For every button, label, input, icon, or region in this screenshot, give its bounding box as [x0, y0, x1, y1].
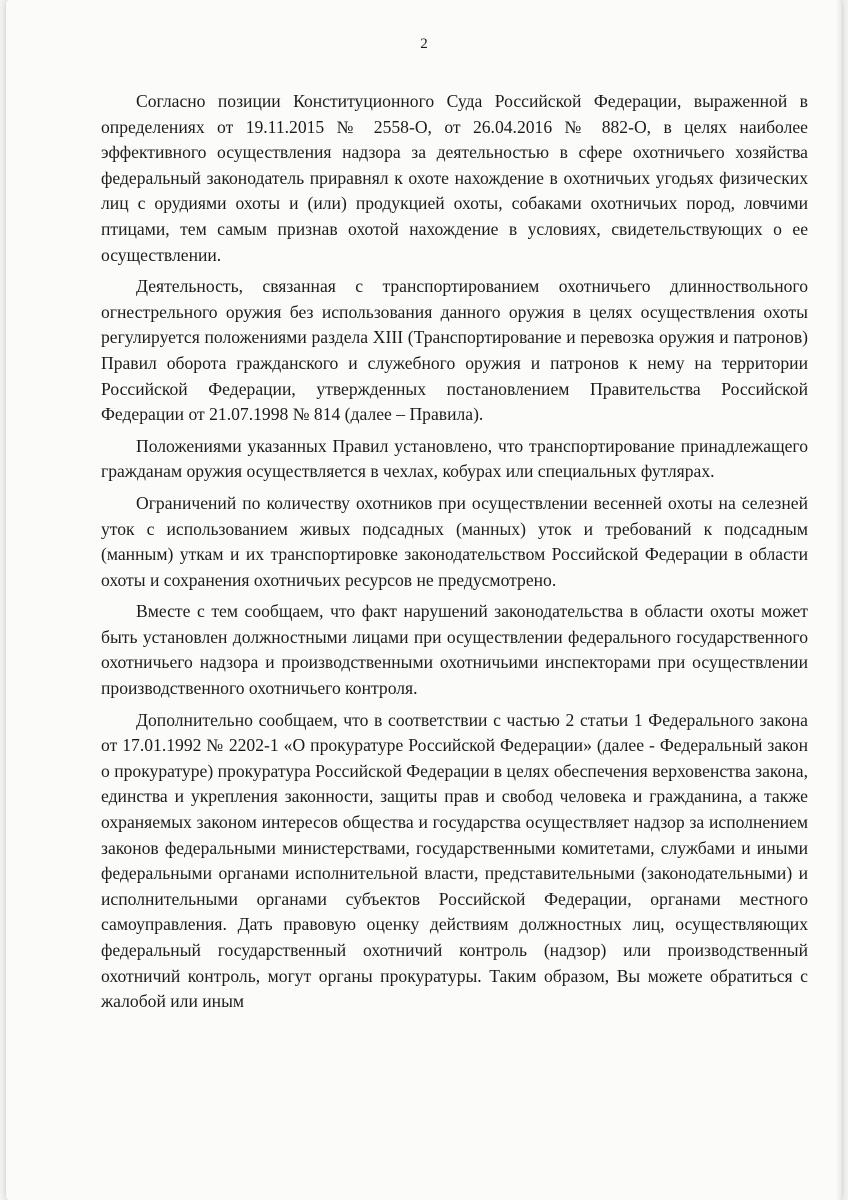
page-number: 2: [420, 36, 428, 52]
document-body: [101, 89, 808, 1015]
paragraph-weapon-transport: Деятельность, связанная с транспортированием охотничьего длинноствольного огнестрельного оружия без использования данного оружия в целях осуществления охоты регулируется положениями раздела XIII (Транспортирование и перевозка оружия и патронов) Правил оборота гражданского и служебного оружия и патронов к нему на территории Российской Федерации, утвержденных постановлением Правительства Российской Федерации от 21.07.1998 № 814 (далее – Правила).: [101, 276, 808, 425]
paragraph-constitutional-court: Согласно позиции Конституционного Суда Российской Федерации, выраженной в определениях от 19.11.2015 № 2558-О, от 26.04.2016 № 882-О, в целях наиболее эффективного осуществления надзора за деятельностью в сфере охотничьего хозяйства федеральный законодатель приравнял к охоте нахождение в охотничьих угодьях физических лиц с орудиями охоты и (или) продукцией охоты, собаками охотничьих пород, ловчими птицами, тем самым признав охотой нахождение в условиях, свидетельствующих о ее осуществлении.: [101, 91, 808, 265]
document-page: [6, 0, 842, 1200]
paragraph-prosecutor: Дополнительно сообщаем, что в соответствии с частью 2 статьи 1 Федерального закона от 17.01.1992 № 2202-1 «О прокуратуре Российской Федерации» (далее - Федеральный закон о прокуратуре) прокуратура Российской Федерации в целях обеспечения верховенства закона, единства и укрепления законности, защиты прав и свобод человека и гражданина, а также охраняемых законом интересов общества и государства осуществляет надзор за исполнением законов федеральными министерствами, государственными комитетами, службами и иными федеральными органами исполнительной власти, представительными (законодательными) и исполнительными органами субъектов Российской Федерации, органами местного самоуправления. Дать правовую оценку действиям должностных лиц, осуществляющих федеральный государственный охотничий контроль (надзор) или производственный охотничий контроль, могут органы прокуратуры. Таким образом, Вы можете обратиться с жалобой или иным: [101, 709, 808, 1012]
page-edge-shadow: [836, 0, 842, 1200]
paragraph-violations: Вместе с тем сообщаем, что факт нарушений законодательства в области охоты может быть установлен должностными лицами при осуществлении федерального государственного охотничьего надзора и производственными охотничьими инспекторами при осуществлении производственного охотничьего контроля.: [101, 601, 808, 699]
paragraph-rules-cases: Положениями указанных Правил установлено, что транспортирование принадлежащего гражданам оружия осуществляется в чехлах, кобурах или специальных футлярах.: [101, 435, 808, 482]
paragraph-spring-hunting: Ограничений по количеству охотников при осуществлении весенней охоты на селезней уток с использованием живых подсадных (манных) уток и требований к подсадным (манным) уткам и их транспортировке законодательством Российской Федерации в области охоты и сохранения охотничьих ресурсов не предусмотрено.: [101, 492, 808, 590]
